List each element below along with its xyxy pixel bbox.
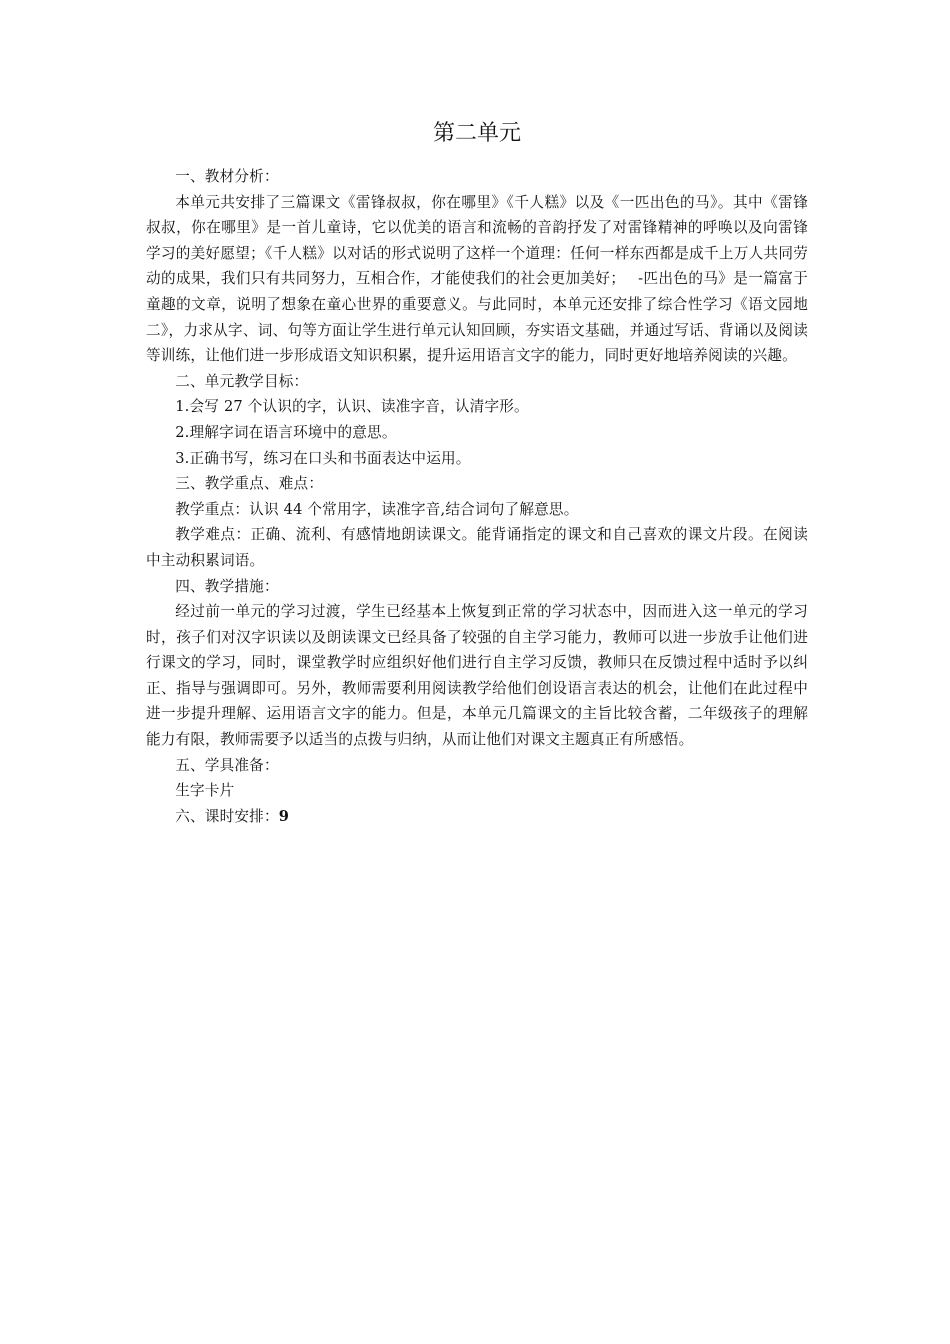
lesson-count: 9 — [278, 807, 290, 825]
section-1-paragraph: 本单元共安排了三篇课文《雷锋叔叔，你在哪里》《千人糕》以及《一匹出色的马》。其中《雷锋叔叔，你在哪里》是一首儿童诗，它以优美的语言和流畅的音韵抒发了对雷锋精神的呼唤以及向雷锋学习的美好愿望；《千人糕》以对话的形式说明了这样一个道理：任何一样东西都是成千上万人共同劳动的成果，我们只有共同努力，互相合作，才能使我们的社会更加美好； -匹出色的马》是一篇富于童趣的文章，说明了想象在童心世界的重要意义。与此同时，本单元还安排了综合性学习《语文园地二》，力求从字、词、句等方面让学生进行单元认知回顾，夯实语文基础，并通过写话、背诵以及阅读等训练，让他们进一步形成语文知识积累，提升运用语言文字的能力，同时更好地培养阅读的兴趣。 — [146, 193, 808, 365]
page-title: 第二单元 — [432, 121, 521, 146]
section-4-heading: 四、教学措施： — [175, 577, 279, 595]
goal-item-3: 3.正确书写，练习在口头和书面表达中运用。 — [175, 449, 471, 467]
section-5-heading: 五、学具准备： — [175, 756, 279, 774]
goal-item-1: 1.会写 27 个认识的字，认识、读准字音，认清字形。 — [175, 398, 529, 416]
section-2-heading: 二、单元教学目标： — [175, 372, 309, 390]
section-6-line — [146, 804, 808, 830]
section-3-heading: 三、教学重点、难点： — [175, 475, 324, 493]
section-1-heading: 一、教材分析： — [175, 168, 279, 185]
teaching-difficulty: 教学难点：正确、流利、有感情地朗读课文。能背诵指定的课文和自己喜欢的课文片段。在阅读中主动积累词语。 — [146, 526, 808, 569]
section-4-paragraph: 经过前一单元的学习过渡，学生已经基本上恢复到正常的学习状态中，因而进入这一单元的学习时，孩子们对汉字识读以及朗读课文已经具备了较强的自主学习能力，教师可以进一步放手让他们进行课文的学习，同时，课堂教学时应组织好他们进行自主学习反馈，教师只在反馈过程中适时予以纠正、指导与强调即可。另外，教师需要利用阅读教学给他们创设语言表达的机会，让他们在此过程中进一步提升理解、运用语言文字的能力。但是，本单元几篇课文的主旨比较含蓄，二年级孩子的理解能力有限，教师需要予以适当的点拨与归纳，从而让他们对课文主题真正有所感悟。 — [146, 603, 808, 749]
teaching-key-point: 教学重点：认识 44 个常用字，读准字音,结合词句了解意思。 — [175, 500, 579, 518]
goal-item-2: 2.理解字词在语言环境中的意思。 — [175, 423, 397, 441]
section-5-content: 生字卡片 — [175, 782, 235, 800]
section-6-heading: 六、课时安排： — [175, 807, 279, 825]
